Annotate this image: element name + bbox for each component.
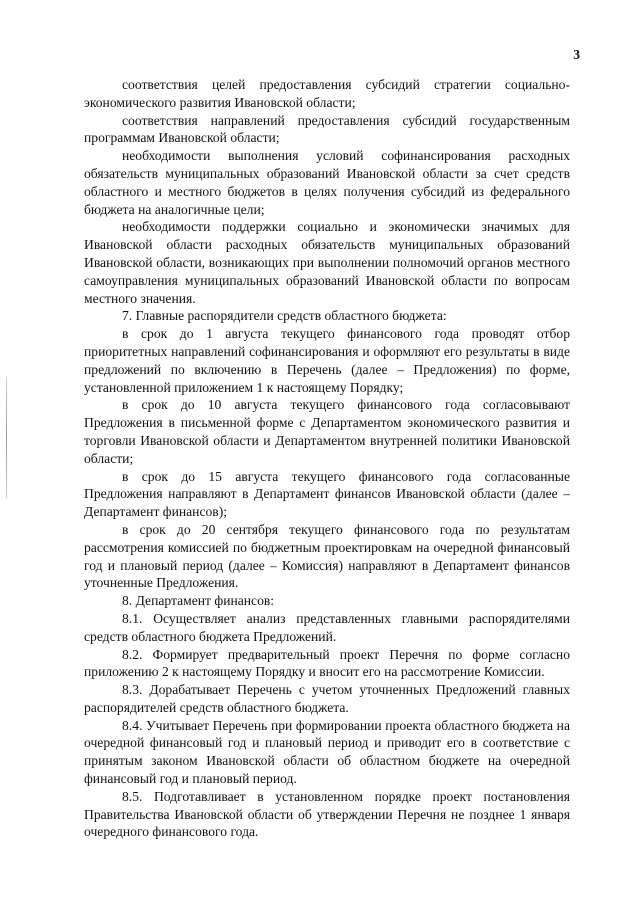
- paragraph-item-8-5: 8.5. Подготавливает в установленном порядке проект постановления Правительства Ивановской области об утверждении Перечня не позднее 1 января очередного финансового года.: [84, 788, 570, 840]
- document-body: [84, 76, 570, 841]
- scan-artifact-line: [6, 378, 7, 498]
- paragraph-deadline-aug-10: в срок до 10 августа текущего финансового года согласовывают Предложения в письменной форме с Департаментом экономического развития и торговли Ивановской области и Департаментом внутренней политики Ивановской области;: [84, 397, 570, 466]
- paragraph-item-8-3: 8.3. Дорабатывает Перечень с учетом уточненных Предложений главных распорядителей средств областного бюджета.: [84, 682, 570, 715]
- paragraph-item-8-2: 8.2. Формирует предварительный проект Перечня по форме согласно приложению 2 к настоящему Порядку и вносит его на рассмотрение Комиссии.: [84, 646, 570, 680]
- paragraph-deadline-sep-20: в срок до 20 сентября текущего финансового года по результатам рассмотрения комиссией по бюджетным проектировкам на очередной финансовый год и плановый период (далее – Комиссия) направляют в Департамент финансов уточненные Предложения.: [84, 521, 570, 591]
- paragraph-deadline-aug-15: в срок до 15 августа текущего финансового года согласованные Предложения направляют в Департамент финансов Ивановской области (далее – Департамент финансов);: [84, 468, 570, 520]
- paragraph-item-8-heading: 8. Департамент финансов:: [122, 593, 275, 609]
- paragraph-item-7-heading: 7. Главные распорядители средств областного бюджета:: [122, 308, 447, 324]
- paragraph-deadline-aug-1: в срок до 1 августа текущего финансового года проводят отбор приоритетных направлений софинансирования и оформляют его результаты в виде предложений по включению в Перечень (далее – Предложения) по форме, установленной приложением 1 к настоящему Порядку;: [84, 326, 570, 395]
- paragraph-cofinancing-conditions: необходимости выполнения условий софинансирования расходных обязательств муниципальных образований Ивановской области за счет средств областного и местного бюджетов в целях получения субсидий из федерального бюджета на аналогичные цели;: [84, 148, 570, 217]
- paragraph-item-8-1: 8.1. Осуществляет анализ представленных главными распорядителями средств областного бюджета Предложений.: [84, 610, 570, 644]
- paragraph-support-obligations: необходимости поддержки социально и экономически значимых для Ивановской области расходных обязательств муниципальных образований Ивановской области, возникающих при выполнении полномочий органов местного самоуправления муниципальных образований Ивановской области по вопросам местного значения.: [84, 219, 570, 306]
- paragraph-goals-strategy: соответствия целей предоставления субсидий стратегии социально-экономического развития Ивановской области;: [84, 77, 570, 110]
- page-number: 3: [573, 47, 580, 62]
- paragraph-directions-programs: соответствия направлений предоставления субсидий государственным программам Ивановской области;: [84, 112, 570, 146]
- paragraph-item-8-4: 8.4. Учитывает Перечень при формировании проекта областного бюджета на очередной финансовый год и плановый период и приводит его в соответствие с принятым законом Ивановской области об областном бюджете на очередной финансовый год и плановый период.: [84, 717, 570, 787]
